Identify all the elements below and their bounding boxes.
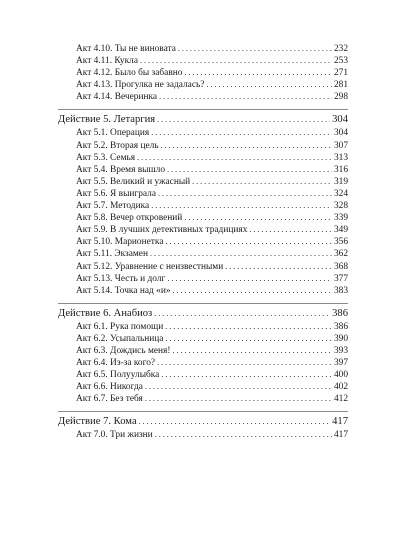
toc-chapter-page: 304: [332, 114, 348, 126]
toc-entry-title: Акт 5.5. Великий и ужасный: [76, 176, 191, 187]
toc-entry-page: 281: [333, 80, 348, 91]
toc-entry-title: Акт 5.1. Операция: [76, 128, 150, 139]
leader-dots: [139, 415, 330, 429]
toc-entry-page: 356: [333, 237, 348, 248]
toc-entry-page: 304: [333, 128, 348, 139]
toc-entry-title: Акт 6.5. Полуулыбка: [76, 370, 160, 381]
leader-dots: [145, 393, 332, 405]
toc-entry-title: Акт 7.0. Три жизни: [76, 430, 153, 441]
toc-entry[interactable]: [58, 152, 348, 164]
leader-dots: [159, 91, 332, 103]
toc-entry[interactable]: [58, 381, 348, 393]
toc-entry-title: Акт 5.13. Честь и долг: [76, 273, 166, 284]
leader-dots: [151, 127, 332, 139]
toc-entry[interactable]: [58, 212, 348, 224]
toc-entry[interactable]: [58, 333, 348, 345]
leader-dots: [161, 140, 332, 152]
leader-dots: [151, 200, 332, 212]
toc-chapter-title: Действие 7. Кома: [58, 416, 137, 428]
leader-dots: [225, 261, 332, 273]
toc-entry-title: Акт 5.6. Я выиграла: [76, 188, 157, 199]
leader-dots: [184, 212, 332, 224]
leader-dots: [157, 357, 332, 369]
toc-entry-title: Акт 5.9. В лучших детективных традициях: [76, 225, 248, 236]
toc-entry[interactable]: [58, 164, 348, 176]
toc-chapter-page: 417: [332, 416, 348, 428]
toc-entry-title: Акт 6.6. Никогда: [76, 382, 143, 393]
toc-entry-page: 377: [333, 273, 348, 284]
toc-entry-title: Акт 5.2. Вторая цель: [76, 140, 159, 151]
toc-entry[interactable]: [58, 224, 348, 236]
leader-dots: [150, 248, 332, 260]
toc-entry[interactable]: [58, 140, 348, 152]
leader-dots: [165, 321, 332, 333]
toc-entry[interactable]: [58, 345, 348, 357]
leader-dots: [140, 55, 332, 67]
toc-entry[interactable]: [58, 429, 348, 441]
toc-entry-title: Акт 5.7. Методика: [76, 201, 150, 212]
toc-entry-page: 298: [333, 92, 348, 103]
leader-dots: [173, 345, 332, 357]
toc-entry-page: 349: [333, 225, 348, 236]
leader-dots: [192, 176, 332, 188]
toc-entry-title: Акт 5.12. Уравнение с неизвестными: [76, 261, 224, 272]
toc-entry-page: 393: [333, 345, 348, 356]
leader-dots: [157, 113, 330, 127]
toc-entry[interactable]: [58, 67, 348, 79]
toc-entry-page: 390: [333, 333, 348, 344]
toc-entry[interactable]: [58, 248, 348, 260]
toc-entry-page: 253: [333, 56, 348, 67]
toc-entry-title: Акт 4.14. Вечеринка: [76, 92, 158, 103]
leader-dots: [167, 273, 332, 285]
toc-chapter-heading[interactable]: [58, 113, 348, 127]
toc-entry-page: 412: [333, 394, 348, 405]
toc-entry-title: Акт 6.3. Дождись меня!: [76, 345, 171, 356]
toc-entry-page: 339: [333, 213, 348, 224]
toc-section-act-7: [58, 411, 348, 441]
leader-dots: [165, 333, 331, 345]
leader-dots: [158, 188, 332, 200]
toc-entry-title: Акт 5.3. Семья: [76, 152, 136, 163]
toc-entry[interactable]: [58, 176, 348, 188]
toc-entry-title: Акт 5.4. Время вышло: [76, 164, 166, 175]
toc-entry-title: Акт 6.4. Из-за кого?: [76, 358, 156, 369]
toc-entry[interactable]: [58, 188, 348, 200]
leader-dots: [161, 369, 332, 381]
toc-entry-page: 368: [333, 261, 348, 272]
toc-entry[interactable]: [58, 261, 348, 273]
leader-dots: [137, 152, 332, 164]
toc-entry-page: 319: [333, 176, 348, 187]
toc-entry-page: 324: [333, 188, 348, 199]
toc-entry-page: 328: [333, 201, 348, 212]
leader-dots: [145, 381, 332, 393]
toc-entry[interactable]: [58, 91, 348, 103]
toc-entry-page: 400: [333, 370, 348, 381]
toc-entry[interactable]: [58, 321, 348, 333]
toc-chapter-title: Действие 6. Анабиоз: [58, 307, 153, 319]
toc-entry[interactable]: [58, 273, 348, 285]
toc-section-act-6: [58, 303, 348, 406]
toc-entry[interactable]: [58, 79, 348, 91]
toc-chapter-page: 386: [332, 307, 348, 319]
leader-dots: [173, 285, 332, 297]
toc-entry-title: Акт 5.11. Экзамен: [76, 249, 148, 260]
toc-entry-page: 307: [333, 140, 348, 151]
leader-dots: [165, 236, 331, 248]
leader-dots: [249, 224, 332, 236]
toc-entry-title: Акт 5.14. Точка над «и»: [76, 285, 171, 296]
toc-section-act-5: [58, 109, 348, 296]
leader-dots: [155, 429, 332, 441]
leader-dots: [184, 67, 331, 79]
toc-entry-title: Акт 6.7. Без тебя: [76, 394, 143, 405]
toc-entry-page: 417: [333, 430, 348, 441]
toc-entry[interactable]: [58, 357, 348, 369]
toc-section-continuation: [58, 43, 348, 103]
toc-entry-title: Акт 4.10. Ты не виновата: [76, 44, 176, 54]
toc-entry-title: Акт 5.8. Вечер откровений: [76, 213, 183, 224]
toc-chapter-title: Действие 5. Летаргия: [58, 114, 156, 126]
toc-entry-page: 383: [333, 285, 348, 296]
toc-entry-page: 232: [333, 44, 348, 54]
toc-entry[interactable]: [58, 55, 348, 67]
toc-entry-page: 402: [333, 382, 348, 393]
toc-entry-page: 271: [333, 68, 348, 79]
toc-entry-page: 386: [333, 321, 348, 332]
toc-entry-title: Акт 6.1. Рука помощи: [76, 321, 164, 332]
leader-dots: [206, 79, 332, 91]
toc-chapter-heading[interactable]: [58, 307, 348, 321]
toc-entry[interactable]: [58, 200, 348, 212]
toc-entry-page: 316: [333, 164, 348, 175]
toc-entry-page: 313: [333, 152, 348, 163]
toc-chapter-heading[interactable]: [58, 415, 348, 429]
leader-dots: [154, 307, 330, 321]
toc-entry-title: Акт 4.12. Было бы забавно: [76, 68, 183, 79]
table-of-contents: [58, 43, 348, 442]
toc-entry[interactable]: [58, 43, 348, 55]
toc-entry-page: 397: [333, 358, 348, 369]
toc-entry-page: 362: [333, 249, 348, 260]
toc-entry-title: Акт 4.13. Прогулка не задалась?: [76, 80, 205, 91]
toc-entry[interactable]: [58, 393, 348, 405]
toc-entry[interactable]: [58, 369, 348, 381]
toc-entry[interactable]: [58, 127, 348, 139]
toc-entry-title: Акт 4.11. Кукла: [76, 56, 139, 67]
leader-dots: [167, 164, 332, 176]
toc-entry[interactable]: [58, 236, 348, 248]
leader-dots: [178, 43, 332, 55]
toc-entry-title: Акт 5.10. Марионетка: [76, 237, 164, 248]
toc-entry[interactable]: [58, 285, 348, 297]
toc-entry-title: Акт 6.2. Усыпальница: [76, 333, 164, 344]
